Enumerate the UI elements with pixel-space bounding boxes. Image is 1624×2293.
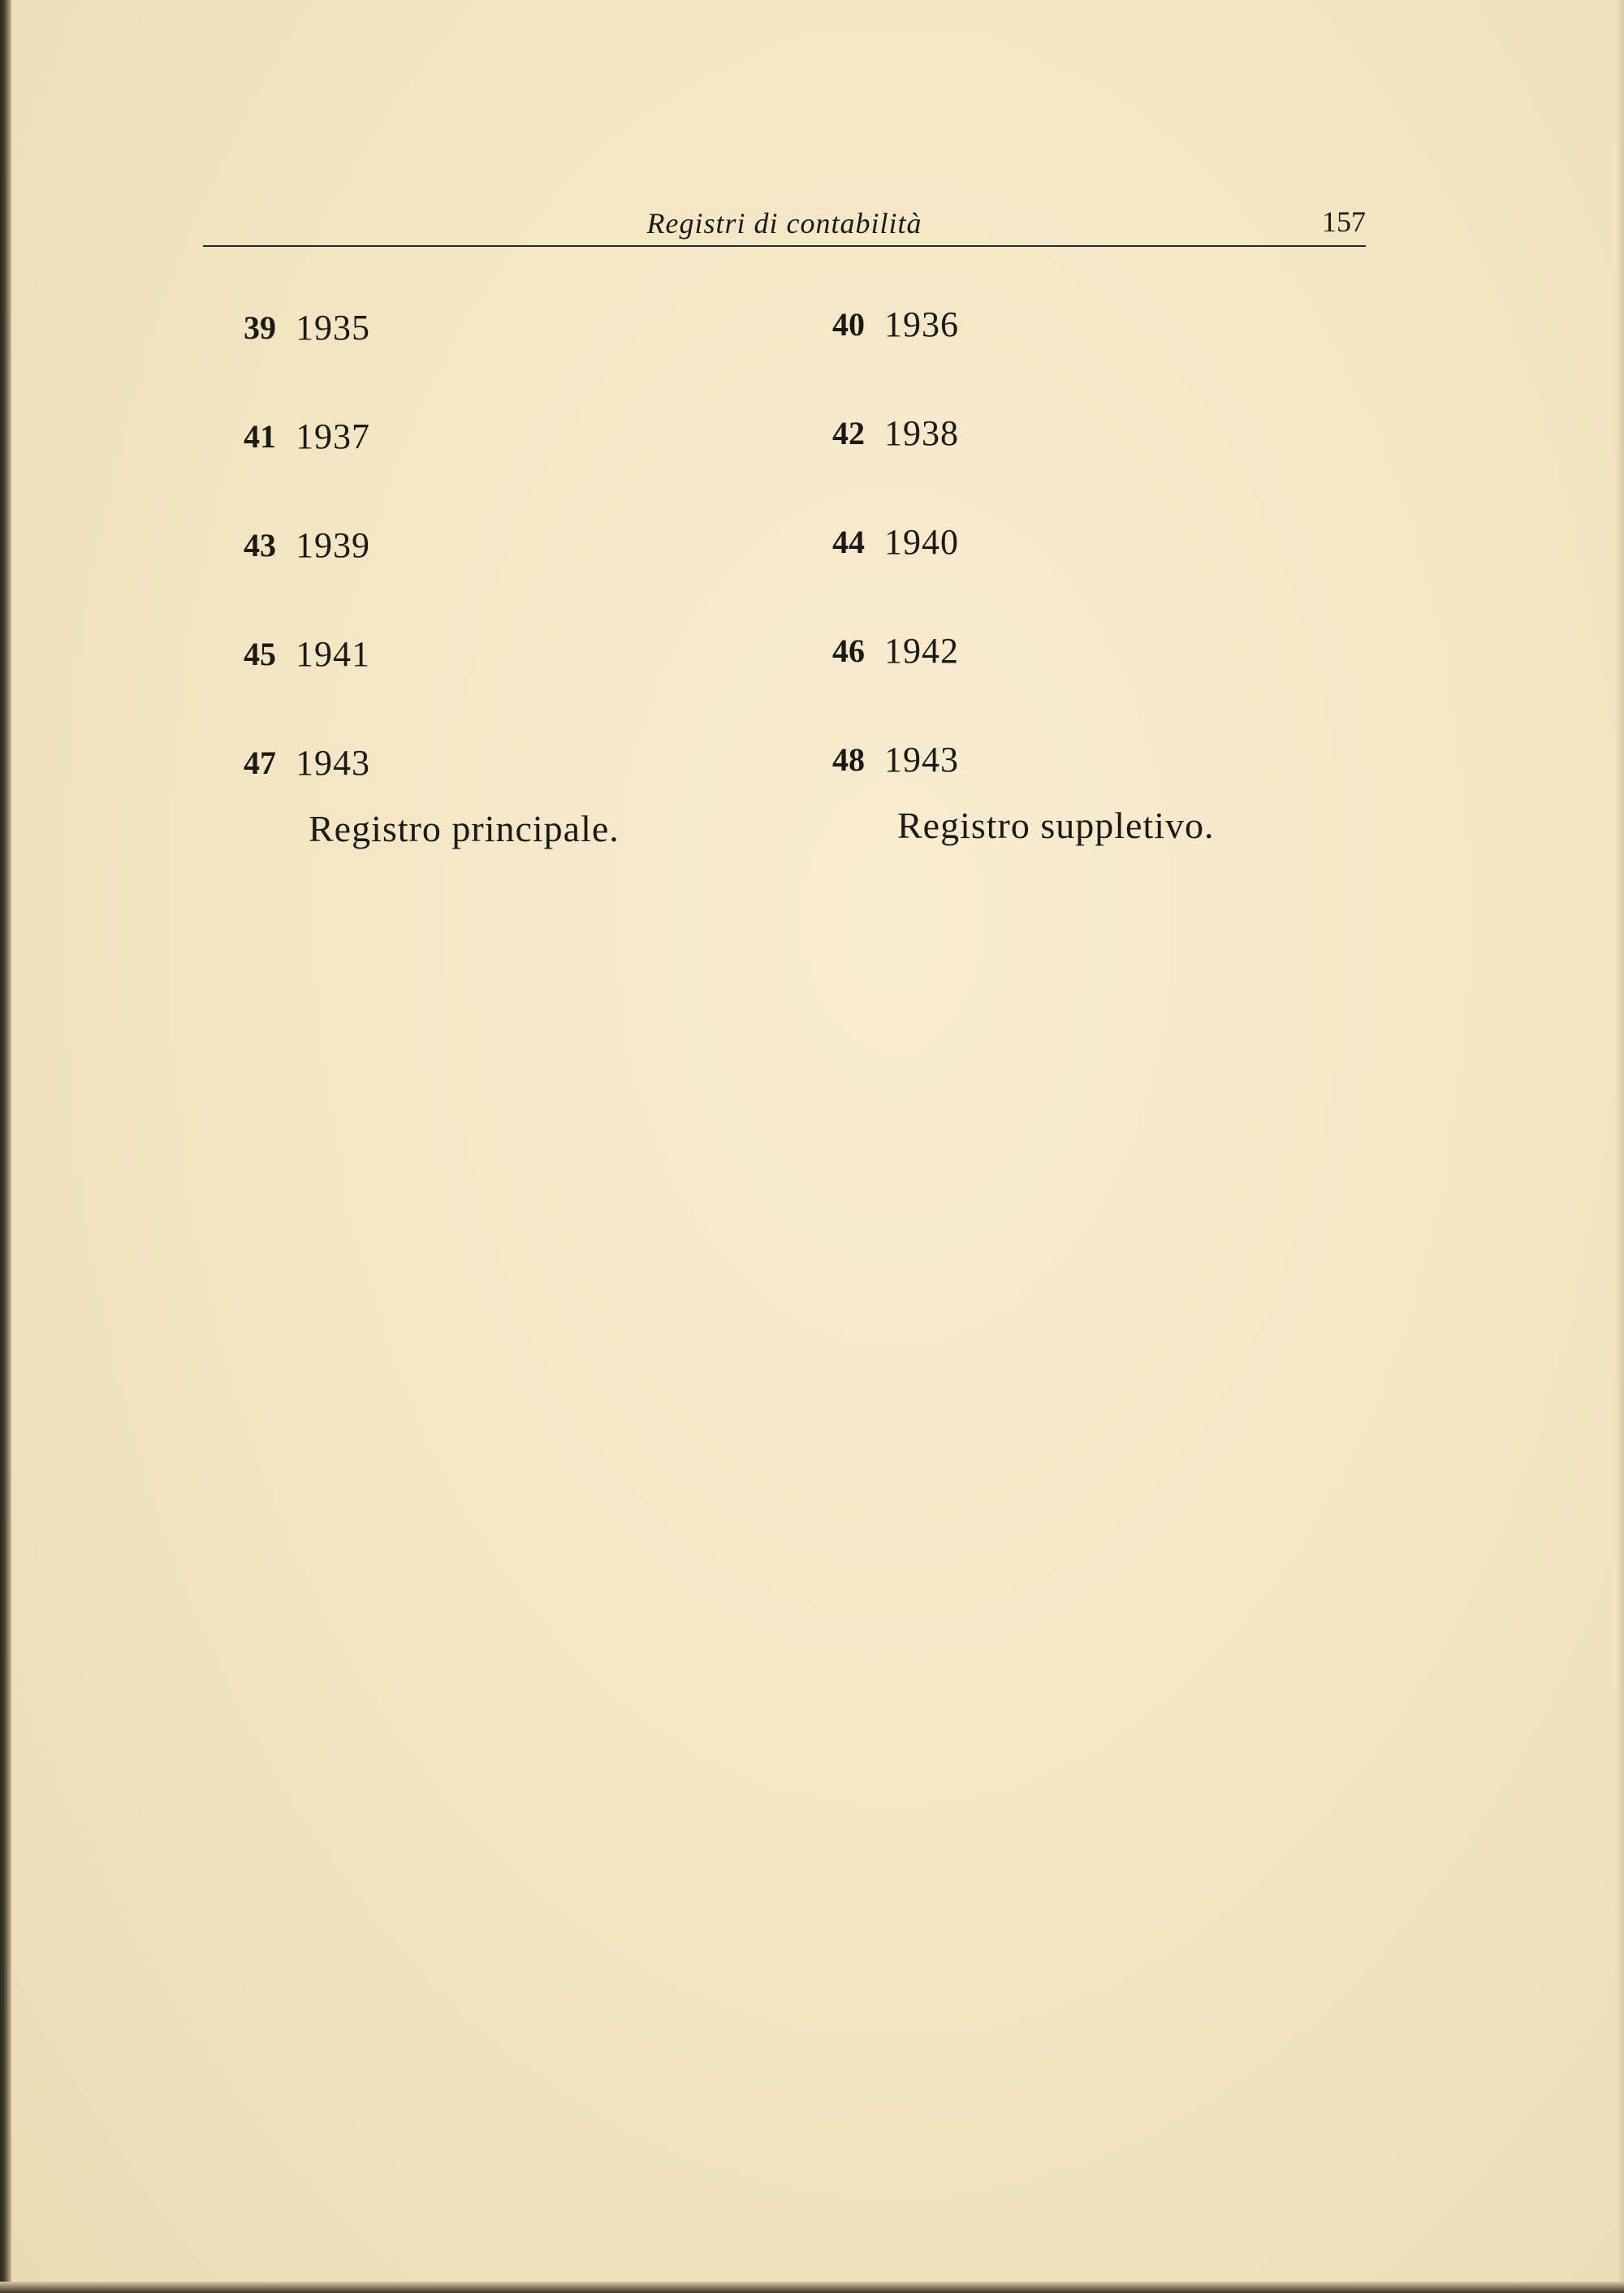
entry-number: 40 (832, 306, 865, 343)
entry-number: 41 (244, 418, 276, 455)
entry-year: 1937 (296, 417, 370, 456)
entry-number: 45 (244, 636, 276, 672)
entry-year: 1942 (884, 631, 959, 671)
entry-note-registro-suppletivo: Registro suppletivo. (897, 805, 1215, 846)
entry-number: 44 (832, 524, 865, 560)
page-right-edge (1616, 0, 1624, 2293)
running-head (203, 201, 1366, 247)
entry-number: 42 (832, 415, 865, 451)
entry-number: 48 (832, 741, 865, 778)
entry-year: 1943 (296, 743, 370, 783)
entry-year: 1936 (884, 304, 959, 344)
entry-year: 1935 (296, 308, 370, 348)
entry-year: 1940 (884, 522, 959, 562)
running-title: Registri di contabilità (646, 207, 922, 240)
entry-note-registro-principale: Registro principale. (309, 808, 620, 849)
entry-year: 1941 (296, 634, 370, 674)
entry-number: 47 (244, 745, 276, 781)
entry-number: 43 (244, 527, 276, 564)
entry-year: 1939 (296, 525, 370, 565)
entry-number: 39 (244, 309, 276, 346)
header-rule (203, 245, 1366, 247)
entry-number: 46 (832, 633, 865, 669)
page-bottom-edge (0, 2282, 1624, 2293)
entry-year: 1938 (884, 413, 959, 453)
page-spine-edge (0, 0, 11, 2293)
entry-year: 1943 (884, 740, 959, 779)
page-number: 157 (1322, 205, 1366, 238)
